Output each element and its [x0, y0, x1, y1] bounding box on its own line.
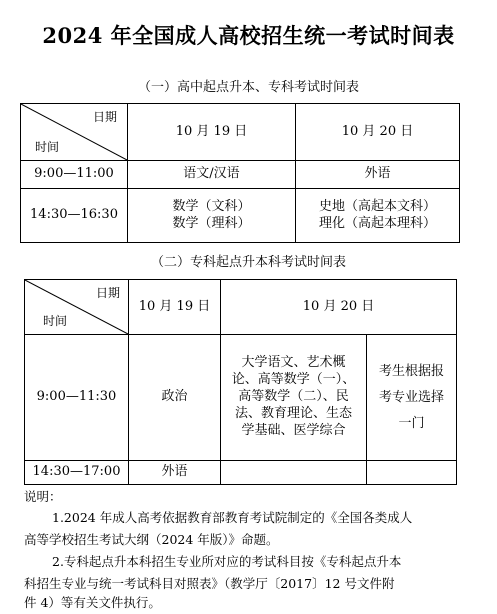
section2-heading: （二）专科起点升本科考试时间表 [150, 255, 346, 270]
subject-cell: 语文/汉语 [128, 161, 296, 189]
column-header-day2: 10 月 20 日 [296, 104, 460, 161]
subject-line: 学基础、医学综合 [241, 422, 346, 438]
time-cell: 9:00—11:00 [21, 161, 128, 189]
note-line: 高等学校招生考试大纲（2024 年版）》命题。 [24, 532, 279, 547]
notes-label: 说明： [24, 489, 62, 504]
empty-cell [367, 461, 457, 485]
section1-table [20, 103, 460, 243]
table-row [25, 461, 457, 485]
subject-cell: 政治 [129, 335, 221, 461]
time-cell: 9:00—11:30 [25, 335, 129, 461]
subject-cell [128, 189, 296, 243]
subject-line: 论、高等数学（一）、 [231, 372, 356, 388]
selection-note-cell [367, 335, 457, 461]
subject-line: 大学语文、艺术概 [241, 355, 346, 371]
page-title: 2024 年全国成人高校招生统一考试时间表 [42, 23, 455, 48]
subject-line: 数学（理科） [172, 215, 251, 231]
note-line: 1.2024 年成人高考依据教育部教育考试院制定的《全国各类成人 [52, 510, 413, 525]
time-cell: 14:30—17:00 [25, 461, 129, 485]
header-time-label: 时间 [43, 314, 68, 329]
header-date-label: 日期 [92, 110, 117, 124]
column-header-day1: 10 月 19 日 [129, 280, 221, 335]
header-time-label: 时间 [35, 140, 60, 155]
section1-heading: （一）高中起点升本、专科考试时间表 [137, 80, 359, 95]
table-row [21, 189, 460, 243]
empty-cell [221, 461, 367, 485]
note-line: 考专业选择 [379, 389, 445, 405]
subject-line: 理化（高起本理科） [318, 215, 436, 231]
column-header-day1: 10 月 19 日 [128, 104, 296, 161]
note-line: 科招生专业与统一考试科目对照表》（教学厅〔2017〕12 号文件附 [24, 576, 395, 591]
subject-cell: 外语 [129, 461, 221, 485]
subject-line: 史地（高起本文科） [318, 198, 436, 214]
subject-cell [296, 189, 460, 243]
subject-list-cell [221, 335, 367, 461]
note-line: 考生根据报 [379, 363, 445, 379]
header-diagonal-cell [21, 104, 128, 161]
header-diagonal-cell [25, 280, 129, 335]
note-line: 一门 [398, 415, 425, 431]
table-row [21, 161, 460, 189]
column-header-day2: 10 月 20 日 [221, 280, 457, 335]
note-line: 2.专科起点升本科招生专业所对应的考试科目按《专科起点升本 [52, 554, 402, 569]
subject-line: 高等数学（二）、民 [238, 389, 349, 405]
table-row [25, 335, 457, 461]
section2-table [24, 279, 457, 485]
header-date-label: 日期 [95, 286, 120, 300]
subject-line: 法、教育理论、生态 [234, 405, 352, 421]
time-cell: 14:30—16:30 [21, 189, 128, 243]
note-line: 件 4）等有关文件执行。 [24, 595, 161, 610]
subject-cell: 外语 [296, 161, 460, 189]
subject-line: 数学（文科） [172, 198, 251, 214]
